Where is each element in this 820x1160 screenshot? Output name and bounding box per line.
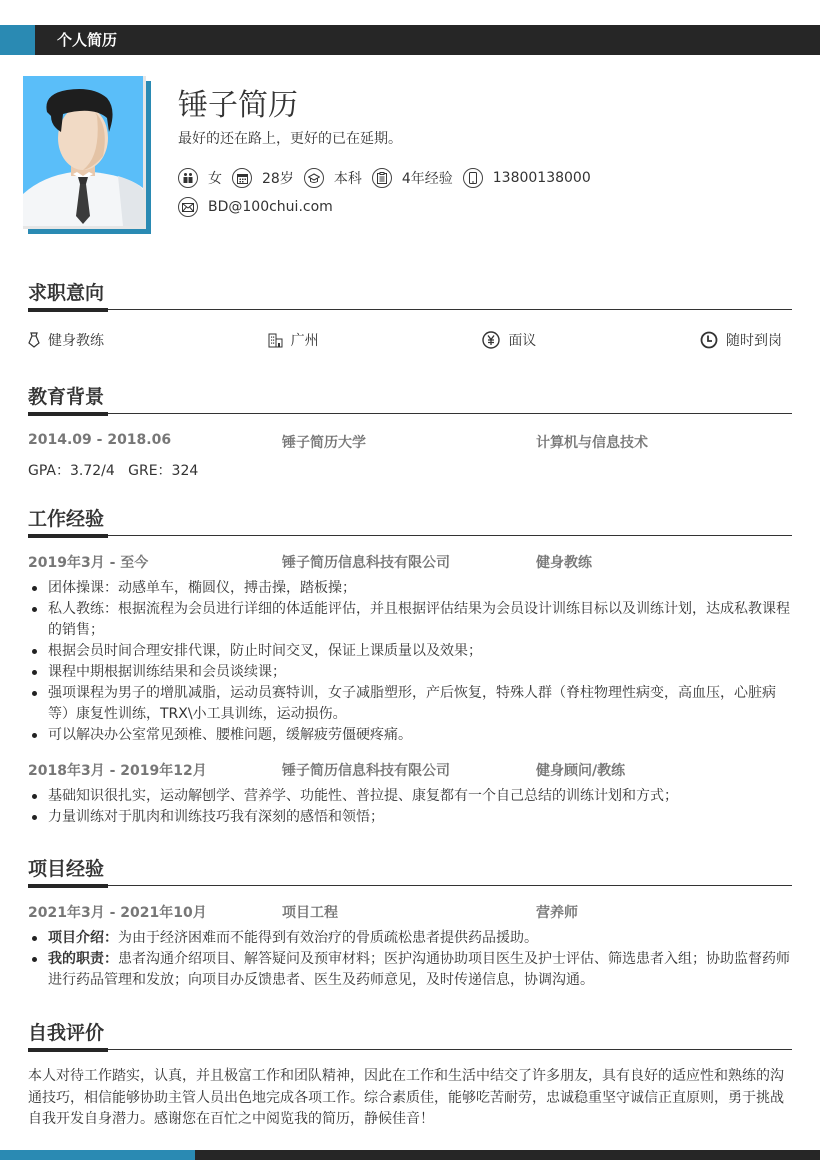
yen-icon xyxy=(482,331,500,349)
resume-name: 锤子简历 xyxy=(178,88,298,123)
header-title: 个人简历 xyxy=(57,31,118,49)
section-title: 求职意向 xyxy=(28,282,105,304)
footer-bar xyxy=(0,1150,820,1160)
section-title: 项目经验 xyxy=(28,858,105,880)
phone-value: 13800138000 xyxy=(492,170,591,186)
phone-icon xyxy=(463,168,483,188)
mail-icon xyxy=(178,197,198,217)
job-company: 锤子简历信息科技有限公司 xyxy=(282,555,450,571)
list-item xyxy=(28,949,792,991)
person-avatar-icon xyxy=(23,76,143,226)
job-company: 锤子简历信息科技有限公司 xyxy=(282,763,450,779)
education-item xyxy=(304,168,362,188)
intent-city-label: 广州 xyxy=(290,333,319,349)
gender-item xyxy=(178,168,222,188)
job-row xyxy=(28,552,792,572)
avatar xyxy=(23,76,151,234)
project-duty: 患者沟通介绍项目、解答疑问及预审材料；医护沟通协助项目医生及护士评估、筛选患者入组；协助监督药师进行药品管理和发放；向项目办反馈患者、医生及药师意见，及时传递信息，协调沟通。 xyxy=(48,951,790,988)
education-row xyxy=(28,432,792,452)
section-education xyxy=(28,384,792,480)
intent-position-label: 健身教练 xyxy=(48,333,104,349)
education-scores: GPA：3.72/4 GRE：324 xyxy=(28,463,199,479)
list-item: 私人教练：根据流程为会员进行详细的体适能评估，并且根据评估结果为会员设计训练目标以及训练计划，达成私教课程的销售； xyxy=(28,599,792,641)
graduation-cap-icon xyxy=(304,168,324,188)
education-school: 锤子简历大学 xyxy=(282,435,366,451)
experience-value: 4年经验 xyxy=(401,171,453,187)
list-item: 团体操课：动感单车，椭圆仪，搏击操，踏板操； xyxy=(28,578,792,599)
section-title: 工作经验 xyxy=(28,508,105,530)
project-role: 营养师 xyxy=(536,905,578,921)
email-item xyxy=(178,197,333,217)
intent-salary-label: 面议 xyxy=(508,333,537,349)
section-title-underline xyxy=(28,1048,108,1052)
education-value: 本科 xyxy=(333,171,362,187)
job-role: 健身顾问/教练 xyxy=(536,763,626,779)
project-intro: 为由于经济困难而不能得到有效治疗的骨质疏松患者提供药品援助。 xyxy=(118,930,538,946)
job-role: 健身教练 xyxy=(536,555,592,571)
intent-list xyxy=(28,330,792,350)
intent-availability-label: 随时到岗 xyxy=(725,333,782,349)
list-item: 力量训练对于肌肉和训练技巧我有深刻的感悟和领悟； xyxy=(28,807,792,828)
intent-salary xyxy=(482,330,536,350)
clipboard-icon xyxy=(372,168,392,188)
job-bullets xyxy=(28,578,792,746)
tie-icon xyxy=(28,332,40,348)
phone-item xyxy=(463,168,591,188)
project-intro-label: 项目介绍： xyxy=(48,930,118,946)
project-name: 项目工程 xyxy=(282,905,338,921)
intent-city xyxy=(268,330,319,350)
section-job-intent xyxy=(28,280,792,350)
experience-item xyxy=(372,168,453,188)
section-project xyxy=(28,856,792,991)
section-title-underline xyxy=(28,884,108,888)
section-title: 教育背景 xyxy=(28,386,105,408)
section-header xyxy=(28,856,792,886)
footer-accent xyxy=(0,1150,195,1160)
section-title-underline xyxy=(28,412,108,416)
section-title-underline xyxy=(28,534,108,538)
job-period: 2019年3月 - 至今 xyxy=(28,555,149,571)
clock-icon xyxy=(700,331,718,349)
contact-row xyxy=(178,197,343,217)
intent-availability xyxy=(700,330,782,350)
building-icon xyxy=(268,333,283,348)
section-header xyxy=(28,1020,792,1050)
education-major: 计算机与信息技术 xyxy=(536,435,648,451)
basic-info-row xyxy=(178,168,601,188)
list-item xyxy=(28,928,792,949)
intent-position xyxy=(28,330,104,350)
calendar-icon xyxy=(232,168,252,188)
motto: 最好的还在路上，更好的已在延期。 xyxy=(178,131,402,147)
people-icon xyxy=(178,168,198,188)
section-header xyxy=(28,384,792,414)
section-self-evaluation xyxy=(28,1020,792,1131)
list-item: 根据会员时间合理安排代课，防止时间交叉，保证上课质量以及效果； xyxy=(28,641,792,662)
section-header xyxy=(28,280,792,310)
job-period: 2018年3月 - 2019年12月 xyxy=(28,763,207,779)
list-item: 强项课程为男子的增肌减脂，运动员赛特训，女子减脂塑形，产后恢复，特殊人群（脊柱物理性病变，高血压，心脏病等）康复性训练，TRX\小工具训练，运动损伤。 xyxy=(28,683,792,725)
age-value: 28岁 xyxy=(262,171,294,187)
header-accent xyxy=(0,25,35,55)
list-item: 基础知识很扎实，运动解刨学、营养学、功能性、普拉提、康复都有一个自己总结的训练计划和方式； xyxy=(28,786,792,807)
job-bullets xyxy=(28,786,792,828)
age-item xyxy=(232,168,294,188)
email-value: BD@100chui.com xyxy=(208,199,333,215)
header-bar xyxy=(0,25,820,55)
section-work xyxy=(28,506,792,828)
section-title: 自我评价 xyxy=(28,1022,105,1044)
job-row xyxy=(28,760,792,780)
education-period: 2014.09 - 2018.06 xyxy=(28,432,172,448)
list-item: 可以解决办公室常见颈椎、腰椎问题，缓解疲劳僵硬疼痛。 xyxy=(28,725,792,746)
project-period: 2021年3月 - 2021年10月 xyxy=(28,905,207,921)
self-evaluation-text: 本人对待工作踏实，认真，并且极富工作和团队精神，因此在工作和生活中结交了许多朋友，具有良好的适应性和熟练的沟通技巧，相信能够协助主管人员出色地完成各项工作。综合素质佳，能够吃苦耐劳，忠诚稳重坚守诚信正直原则，勇于挑战自我开发自身潜力。感谢您在百忙之中阅览我的简历，静候佳音！ xyxy=(28,1068,784,1127)
list-item: 课程中期根据训练结果和会员谈续课； xyxy=(28,662,792,683)
section-title-underline xyxy=(28,308,108,312)
avatar-image xyxy=(23,76,143,226)
project-duty-label: 我的职责： xyxy=(48,951,118,967)
gender-value: 女 xyxy=(208,171,222,187)
project-bullets xyxy=(28,928,792,991)
section-header xyxy=(28,506,792,536)
project-row xyxy=(28,902,792,922)
